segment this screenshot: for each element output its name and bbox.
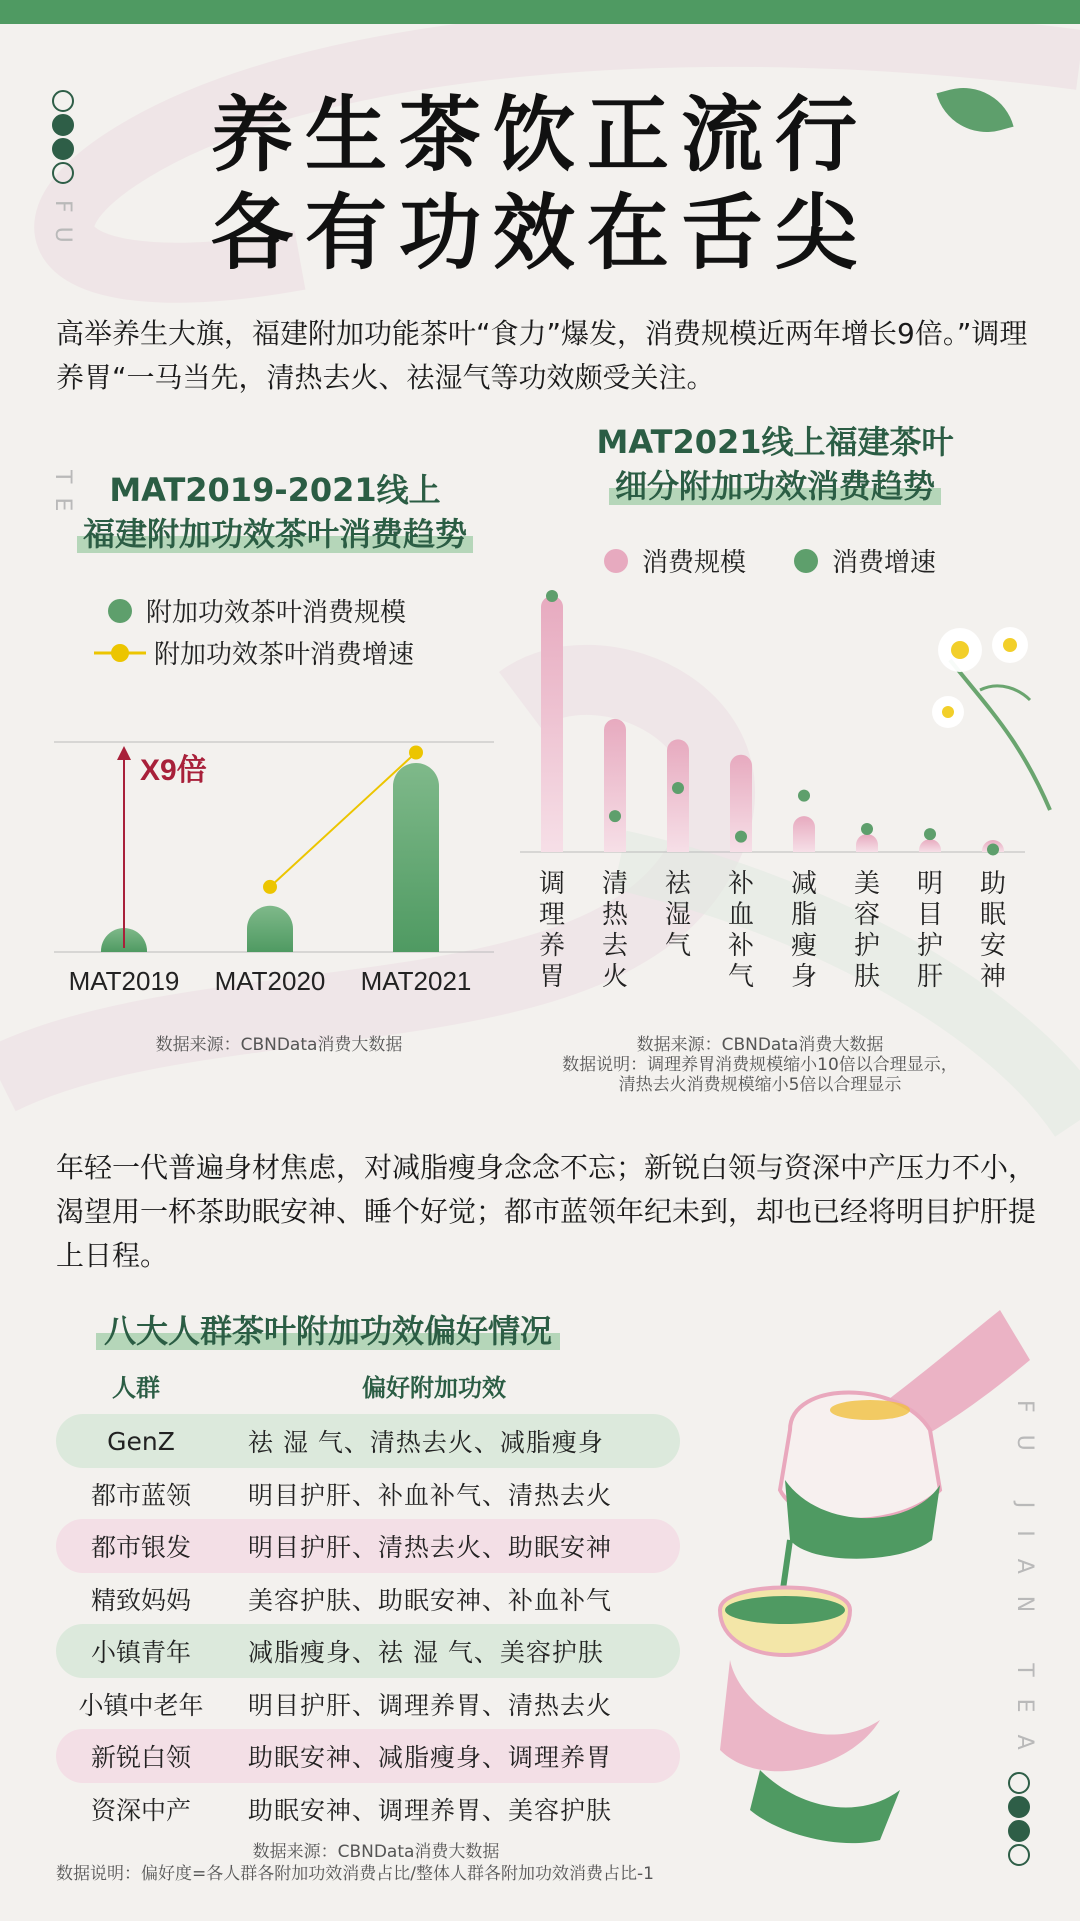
chart2-source	[520, 1035, 1000, 1095]
chart1-title	[40, 468, 510, 556]
chart1-title-line1: MAT2019-2021线上	[109, 471, 441, 509]
title-line-2: 各有功效在舌尖	[210, 185, 869, 281]
chart2-x-tick: 清热去火	[601, 869, 629, 992]
chart2-growth-point	[735, 831, 747, 843]
table-row	[56, 1782, 680, 1836]
chart2-x-tick: 减脂瘦身	[790, 869, 818, 992]
intro-paragraph: 高举养生大旗，福建附加功能茶叶“食力”爆发，消费规模近两年增长9倍。”调理养胃“一马当先，清热去火、祛湿气等功效颇受关注。	[56, 317, 1028, 394]
chart1-x-tick: MAT2019	[68, 966, 180, 996]
chart2-x-tick: 补血补气	[727, 869, 755, 992]
table-row	[56, 1467, 680, 1521]
paragraph-2: 年轻一代普遍身材焦虑，对减脂瘦身念念不忘；新锐白领与资深中产压力不小，渴望用一杯茶助眠安神、睡个好觉；都市蓝领年纪未到，却也已经将明目护肝提上日程。	[56, 1151, 1037, 1272]
table-row	[56, 1729, 680, 1783]
chamomile-icon	[930, 620, 1060, 820]
chart2-bar	[793, 816, 815, 852]
table-cell-prefs: 减脂瘦身、祛 湿 气、美容护肤	[248, 1638, 604, 1667]
chart1-source: 数据来源：CBNData消费大数据	[155, 1035, 403, 1055]
chart1-bar	[393, 763, 439, 952]
table-cell-prefs: 助眠安神、调理养胃、美容护肤	[248, 1795, 613, 1825]
chart2-source-text: 数据来源：CBNData消费大数据	[636, 1035, 884, 1055]
table-cell-prefs: 美容护肤、助眠安神、补血补气	[248, 1585, 613, 1615]
table-title-text: 八大人群茶叶附加功效偏好情况	[96, 1312, 560, 1350]
table-row	[56, 1677, 680, 1731]
table-source: 数据来源：CBNData消费大数据	[252, 1842, 500, 1862]
chart1-legend-size-label: 附加功效茶叶消费规模	[146, 598, 407, 628]
chart2-legend-growth-label: 消费增速	[832, 548, 937, 578]
chart1-bar	[247, 906, 293, 952]
table-cell-group: 都市银发	[90, 1533, 191, 1562]
legend-marker-green	[108, 599, 132, 623]
chart2-growth-point	[798, 790, 810, 802]
chart2-legend-size	[604, 542, 746, 579]
chart2-bar	[919, 839, 941, 852]
chart2-note-1: 数据说明：调理养胃消费规模缩小10倍以合理显示，	[562, 1055, 958, 1075]
chart2-growth-point	[861, 823, 873, 835]
chart1-plot	[54, 720, 504, 1020]
top-bar	[0, 0, 1080, 24]
table-cell-prefs: 明目护肝、清热去火、助眠安神	[248, 1533, 613, 1562]
dot-chain-icon-right	[1008, 1772, 1036, 1868]
chart1-legend-size	[108, 592, 406, 629]
table-header-prefs: 偏好附加功效	[362, 1374, 506, 1402]
chart2-x-tick: 明目护肝	[916, 869, 944, 992]
chart1-legend-growth	[94, 634, 414, 671]
legend-marker-line	[94, 641, 146, 665]
table-cell-group: GenZ	[107, 1426, 175, 1456]
legend-marker-pink	[604, 549, 628, 573]
chart2-growth-point	[609, 810, 621, 822]
table-cell-group: 资深中产	[90, 1795, 191, 1825]
chart1-growth-point	[409, 746, 423, 760]
chart2-title-line2: 细分附加功效消费趋势	[609, 467, 941, 505]
side-text-left: FU	[50, 200, 75, 257]
chart2-bar	[667, 739, 689, 852]
chart2-x-tick: 美容护肤	[853, 869, 881, 992]
chart2-x-tick: 调理养胃	[538, 869, 566, 992]
table-cell-prefs: 祛 湿 气、清热去火、减脂瘦身	[248, 1428, 604, 1457]
table-cell-group: 新锐白领	[90, 1743, 191, 1772]
chart2-growth-point	[672, 782, 684, 794]
side-text-right: FU JIAN TEA	[1012, 1400, 1037, 1772]
title-line-1: 养生茶饮正流行	[210, 87, 869, 183]
table-cell-group: 小镇中老年	[78, 1690, 204, 1720]
chart2-x-tick: 助眠安神	[979, 869, 1007, 992]
chart2-bar	[541, 596, 563, 852]
table-note: 数据说明：偏好度=各人群各附加功效消费占比/整体人群各附加功效消费占比-1	[56, 1864, 654, 1884]
chart1-legend-growth-label: 附加功效茶叶消费增速	[154, 640, 415, 670]
table-cell-prefs: 明目护肝、调理养胃、清热去火	[248, 1690, 613, 1720]
chart1-growth-point	[263, 880, 277, 894]
chart2-bar	[604, 719, 626, 852]
table-row	[56, 1414, 680, 1468]
chart1-annotation: X9倍	[140, 754, 207, 787]
table-cell-group: 都市蓝领	[90, 1480, 191, 1510]
teapot-hand-icon	[700, 1290, 1040, 1850]
table-cell-prefs: 明目护肝、补血补气、清热去火	[248, 1480, 613, 1510]
chart2-legend-size-label: 消费规模	[642, 548, 747, 578]
chart2-growth-point	[924, 828, 936, 840]
chart1-x-tick: MAT2021	[360, 966, 472, 996]
chart2-note-2: 清热去火消费规模缩小5倍以合理显示	[618, 1075, 902, 1095]
chart2-legend-growth	[794, 542, 936, 579]
chart1-title-line2: 福建附加功效茶叶消费趋势	[77, 515, 473, 553]
page-title	[0, 86, 1080, 282]
chart2-x-tick: 祛湿气	[664, 869, 692, 961]
table-cell-group: 小镇青年	[90, 1638, 191, 1667]
chart2-title-line1: MAT2021线上福建茶叶	[596, 423, 954, 461]
chart2-bar	[856, 834, 878, 852]
chart2-growth-point	[546, 590, 558, 602]
chart1-x-tick: MAT2020	[214, 966, 326, 996]
table-cell-group: 精致妈妈	[90, 1585, 191, 1615]
chart2-growth-point	[987, 843, 999, 855]
table-header-group: 人群	[112, 1374, 160, 1402]
chart2-title	[560, 420, 990, 508]
table-cell-prefs: 助眠安神、减脂瘦身、调理养胃	[248, 1743, 613, 1772]
table-row	[56, 1519, 680, 1573]
table-row	[56, 1572, 680, 1626]
side-text-left-2: TE	[50, 470, 75, 526]
table-row	[56, 1624, 680, 1678]
table-title	[96, 1306, 560, 1352]
legend-marker-green-2	[794, 549, 818, 573]
chart1-arrow-head	[117, 746, 131, 760]
